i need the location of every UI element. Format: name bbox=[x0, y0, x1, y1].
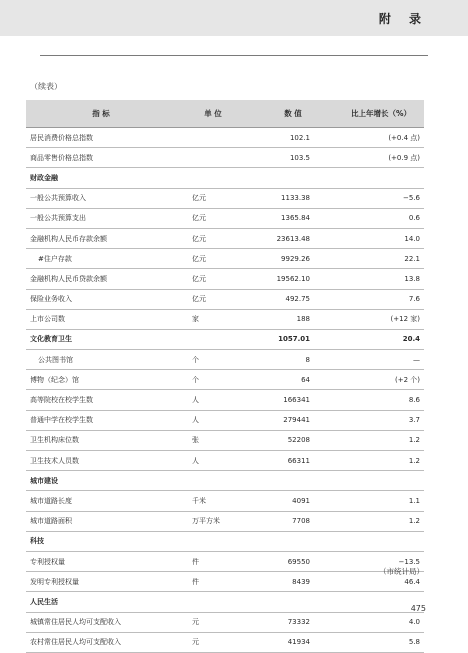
indicator-cell: 公共图书馆 bbox=[38, 355, 73, 364]
section-header-row bbox=[26, 532, 424, 552]
change-cell: (+2 个) bbox=[394, 375, 420, 384]
table-row bbox=[26, 189, 424, 209]
change-cell: 8.6 bbox=[408, 396, 420, 405]
column-header-unit: 单 位 bbox=[204, 109, 222, 118]
source-note: （市统计局） bbox=[379, 567, 424, 576]
value-cell: 188 bbox=[296, 315, 310, 324]
indicator-cell: 城镇常住居民人均可支配收入 bbox=[30, 618, 121, 627]
change-cell: (+0.4 点) bbox=[388, 133, 420, 142]
table-row bbox=[26, 633, 424, 653]
change-cell: — bbox=[413, 355, 420, 364]
change-cell: 1.2 bbox=[408, 517, 420, 526]
unit-cell: 人 bbox=[192, 456, 199, 465]
statistics-table bbox=[26, 100, 424, 653]
value-cell: 166341 bbox=[283, 396, 310, 405]
value-cell: 1057.01 bbox=[278, 335, 310, 344]
indicator-cell: 科技 bbox=[30, 537, 44, 546]
unit-cell: 亿元 bbox=[192, 214, 206, 223]
table-row bbox=[26, 431, 424, 451]
unit-cell: 亿元 bbox=[192, 295, 206, 304]
indicator-cell: 一般公共预算支出 bbox=[30, 214, 86, 223]
value-cell bbox=[248, 532, 338, 551]
change-cell: −5.6 bbox=[403, 194, 420, 203]
value-cell: 492.75 bbox=[285, 295, 310, 304]
value-cell: 1365.84 bbox=[281, 214, 310, 223]
unit-cell: 件 bbox=[192, 557, 199, 566]
table-row bbox=[26, 148, 424, 168]
indicator-cell: 城市建设 bbox=[30, 476, 58, 485]
indicator-cell: 文化教育卫生 bbox=[30, 335, 72, 344]
table-row bbox=[26, 128, 424, 148]
unit-cell: 万平方米 bbox=[192, 517, 220, 526]
unit-cell: 个 bbox=[192, 375, 199, 384]
change-cell: 1.2 bbox=[408, 456, 420, 465]
value-cell: 23613.48 bbox=[276, 234, 310, 243]
change-cell bbox=[338, 532, 424, 551]
value-cell: 73332 bbox=[287, 618, 310, 627]
unit-cell bbox=[178, 168, 248, 187]
value-cell: 8 bbox=[305, 355, 310, 364]
table-row bbox=[26, 552, 424, 572]
change-cell: 13.8 bbox=[404, 274, 420, 283]
table-row bbox=[26, 512, 424, 532]
column-header-change: 比上年增长（%） bbox=[350, 109, 411, 118]
change-cell bbox=[338, 471, 424, 490]
table-row bbox=[26, 269, 424, 289]
indicator-cell: 商品零售价格总指数 bbox=[30, 153, 93, 162]
table-row bbox=[26, 209, 424, 229]
indicator-cell: 居民消费价格总指数 bbox=[30, 133, 93, 142]
change-cell: 0.6 bbox=[408, 214, 420, 223]
section-header-row bbox=[26, 330, 424, 350]
table-row bbox=[26, 613, 424, 633]
column-header-value: 数 值 bbox=[284, 109, 302, 118]
value-cell: 19562.10 bbox=[276, 274, 310, 283]
unit-cell: 亿元 bbox=[192, 254, 206, 263]
unit-cell bbox=[178, 471, 248, 490]
section-header-row bbox=[26, 471, 424, 491]
table-row bbox=[26, 290, 424, 310]
change-cell: 46.4 bbox=[404, 577, 420, 586]
change-cell: 5.8 bbox=[408, 638, 420, 647]
unit-cell: 人 bbox=[192, 416, 199, 425]
change-cell: (+0.9 点) bbox=[388, 153, 420, 162]
value-cell: 8439 bbox=[292, 577, 310, 586]
unit-cell: 亿元 bbox=[192, 194, 206, 203]
table-header-row bbox=[26, 100, 424, 128]
value-cell: 7708 bbox=[292, 517, 310, 526]
indicator-cell: 城市道路长度 bbox=[30, 496, 72, 505]
table-body bbox=[26, 128, 424, 653]
table-row bbox=[26, 451, 424, 471]
indicator-cell: 普通中学在校学生数 bbox=[30, 416, 93, 425]
unit-cell: 元 bbox=[192, 618, 199, 627]
value-cell: 64 bbox=[301, 375, 310, 384]
continued-label: （续表） bbox=[30, 82, 62, 91]
indicator-cell: 高等院校在校学生数 bbox=[30, 396, 93, 405]
page-number: 475 bbox=[410, 604, 426, 613]
table-row bbox=[26, 229, 424, 249]
section-header-row bbox=[26, 592, 424, 612]
value-cell: 279441 bbox=[283, 416, 310, 425]
table-row bbox=[26, 411, 424, 431]
unit-cell: 件 bbox=[192, 577, 199, 586]
value-cell: 69550 bbox=[287, 557, 310, 566]
unit-cell bbox=[178, 330, 248, 349]
indicator-cell: #住户存款 bbox=[38, 254, 72, 263]
value-cell: 41934 bbox=[287, 638, 310, 647]
change-cell: −13.5 bbox=[398, 557, 420, 566]
change-cell: 7.6 bbox=[408, 295, 420, 304]
unit-cell bbox=[178, 128, 248, 147]
change-cell bbox=[338, 168, 424, 187]
indicator-cell: 卫生机构床位数 bbox=[30, 436, 79, 445]
indicator-cell: 发明专利授权量 bbox=[30, 577, 79, 586]
unit-cell: 人 bbox=[192, 396, 199, 405]
unit-cell: 张 bbox=[192, 436, 199, 445]
value-cell: 4091 bbox=[292, 496, 310, 505]
table-row bbox=[26, 572, 424, 592]
value-cell: 52208 bbox=[287, 436, 310, 445]
unit-cell bbox=[178, 592, 248, 611]
indicator-cell: 博物（纪念）馆 bbox=[30, 375, 79, 384]
indicator-cell: 人民生活 bbox=[30, 597, 58, 606]
unit-cell: 亿元 bbox=[192, 274, 206, 283]
change-cell: 14.0 bbox=[404, 234, 420, 243]
indicator-cell: 城市道路面积 bbox=[30, 517, 72, 526]
value-cell: 9929.26 bbox=[281, 254, 310, 263]
indicator-cell: 农村常住居民人均可支配收入 bbox=[30, 638, 121, 647]
indicator-cell: 金融机构人民币贷款余额 bbox=[30, 274, 107, 283]
value-cell bbox=[248, 592, 338, 611]
change-cell: 20.4 bbox=[402, 335, 420, 344]
column-header-indicator: 指 标 bbox=[92, 109, 110, 118]
change-cell: 3.7 bbox=[408, 416, 420, 425]
indicator-cell: 一般公共预算收入 bbox=[30, 194, 86, 203]
indicator-cell: 卫生技术人员数 bbox=[30, 456, 79, 465]
table-row bbox=[26, 390, 424, 410]
value-cell: 103.5 bbox=[289, 153, 310, 162]
unit-cell: 个 bbox=[192, 355, 199, 364]
table-row bbox=[26, 491, 424, 511]
indicator-cell: 保险业务收入 bbox=[30, 295, 72, 304]
change-cell: (+12 家) bbox=[390, 315, 420, 324]
header-divider bbox=[40, 55, 428, 56]
header-band bbox=[0, 0, 468, 36]
section-header-row bbox=[26, 168, 424, 188]
change-cell: 4.0 bbox=[408, 618, 420, 627]
unit-cell bbox=[178, 532, 248, 551]
table-row bbox=[26, 310, 424, 330]
unit-cell: 亿元 bbox=[192, 234, 206, 243]
indicator-cell: 金融机构人民币存款余额 bbox=[30, 234, 107, 243]
value-cell: 1133.38 bbox=[281, 194, 310, 203]
unit-cell: 元 bbox=[192, 638, 199, 647]
change-cell: 1.1 bbox=[408, 496, 420, 505]
unit-cell: 家 bbox=[192, 315, 199, 324]
value-cell bbox=[248, 168, 338, 187]
indicator-cell: 财政金融 bbox=[30, 173, 58, 182]
table-row bbox=[26, 350, 424, 370]
indicator-cell: 上市公司数 bbox=[30, 315, 65, 324]
value-cell: 102.1 bbox=[289, 133, 310, 142]
change-cell: 22.1 bbox=[404, 254, 420, 263]
value-cell: 66311 bbox=[287, 456, 310, 465]
indicator-cell: 专利授权量 bbox=[30, 557, 65, 566]
section-title: 附 录 bbox=[378, 12, 428, 26]
change-cell: 1.2 bbox=[408, 436, 420, 445]
unit-cell: 千米 bbox=[192, 496, 206, 505]
table-row bbox=[26, 249, 424, 269]
table-row bbox=[26, 370, 424, 390]
value-cell bbox=[248, 471, 338, 490]
unit-cell bbox=[178, 148, 248, 167]
